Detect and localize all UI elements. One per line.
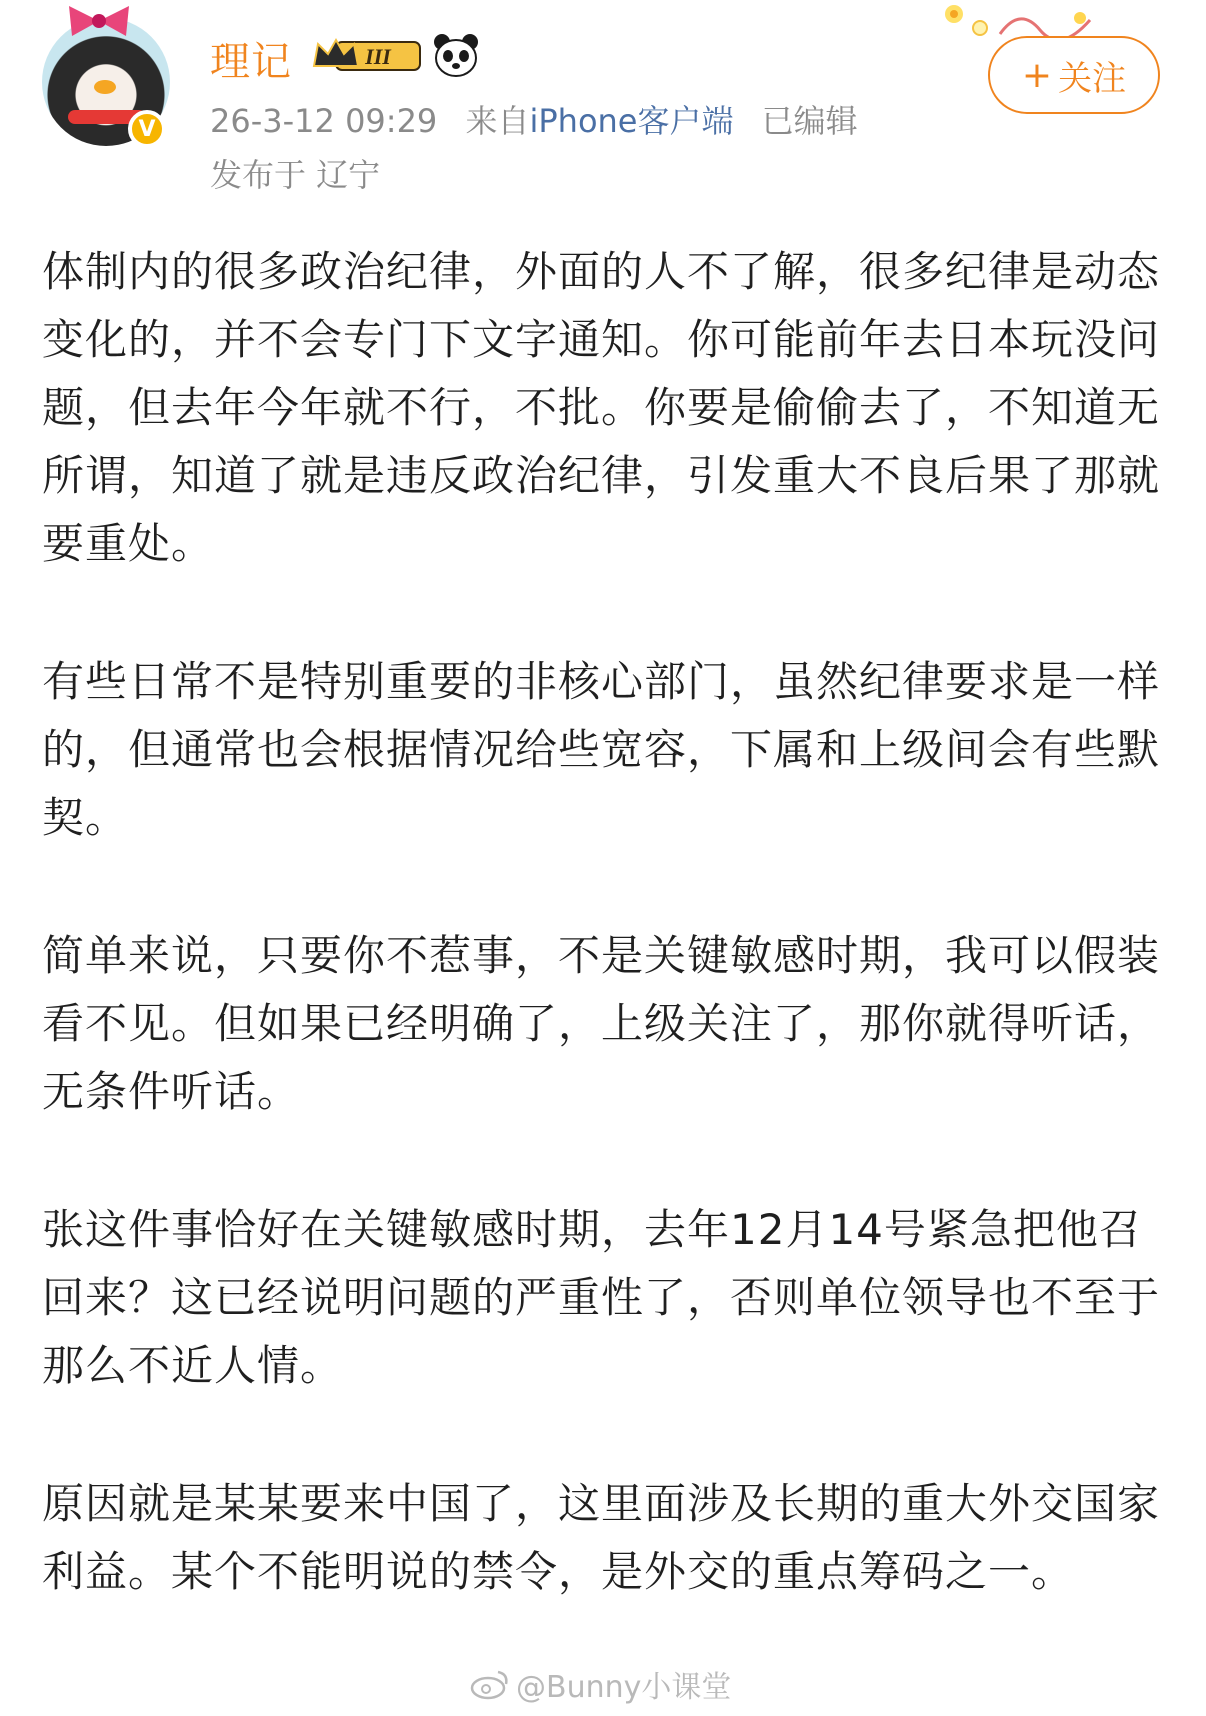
penguin-beak: [94, 80, 116, 94]
post-paragraph: 有些日常不是特别重要的非核心部门，虽然纪律要求是一样的，但通常也会根据情况给些宽容，下属和上级间会有些默契。: [42, 657, 1161, 842]
source-prefix: 来自: [465, 102, 530, 140]
watermark: [470, 1662, 731, 1706]
post-paragraph: 原因就是某某要来中国了，这里面涉及长期的重大外交国家利益。某个不能明说的禁令，是外交的重点筹码之一。: [42, 1479, 1161, 1596]
verified-icon: V: [128, 110, 166, 148]
follow-button[interactable]: [988, 36, 1160, 114]
bow-icon: [64, 4, 134, 38]
username[interactable]: 理记: [210, 39, 292, 85]
post-meta: [210, 96, 858, 142]
plus-icon: +: [1021, 54, 1053, 96]
post-body: [42, 238, 1166, 1676]
post-paragraph: 简单来说，只要你不惹事，不是关键敏感时期，我可以假装看不见。但如果已经明确了，上级关注了，那你就得听话，无条件听话。: [42, 931, 1161, 1116]
panda-icon: [432, 32, 480, 78]
post-paragraph: 张这件事恰好在关键敏感时期，去年12月14号紧急把他召回来？这已经说明问题的严重性了，否则单位领导也不至于那么不近人情。: [42, 1205, 1161, 1390]
weibo-logo-icon: [470, 1668, 510, 1700]
vip-crown-icon[interactable]: [310, 36, 426, 76]
follow-label: 关注: [1058, 58, 1127, 99]
watermark-text: @Bunny小课堂: [516, 1670, 732, 1705]
vip-level-label: III: [365, 44, 391, 69]
location: 发布于 辽宁: [210, 156, 381, 194]
client-link[interactable]: iPhone客户端: [529, 102, 734, 140]
timestamp: 26-3-12 09:29: [210, 102, 438, 140]
post-paragraph: 体制内的很多政治纪律，外面的人不了解，很多纪律是动态变化的，并不会专门下文字通知。你可能前年去日本玩没问题，但去年今年就不行，不批。你要是偷偷去了，不知道无所谓，知道了就是违反政治纪律，引发重大不良后果了那就要重处。: [42, 247, 1161, 568]
post-header: [0, 0, 1206, 210]
edited-label[interactable]: 已编辑: [761, 102, 858, 140]
